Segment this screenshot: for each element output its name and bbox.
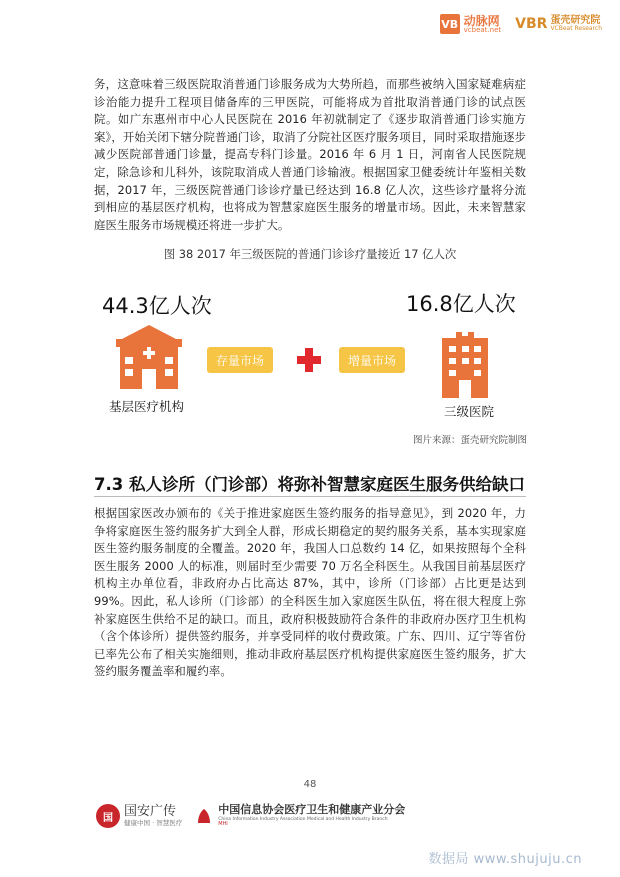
left-stat-value: 44.3亿人次: [102, 294, 212, 318]
vbr-logo-sub: VCBeat Research: [550, 25, 602, 32]
ciia-logo-abbr: MHI: [218, 821, 228, 828]
right-stat-value: 16.8亿人次: [406, 292, 516, 316]
vcbeat-logo-icon: VB: [440, 14, 460, 34]
vcbeat-logo-sub: vcbeat.net: [463, 25, 502, 34]
figure-source: 图片来源：蛋壳研究院制图: [412, 435, 527, 446]
ciia-logo: [194, 804, 405, 828]
ciia-mark-icon: [194, 806, 214, 826]
figure-caption: 图 38 2017 年三级医院的普通门诊诊疗量接近 17 亿人次: [163, 247, 457, 261]
guoan-logo-sub: 健康中国 · 智慧医疗: [124, 818, 183, 827]
section-title: 7.3 私人诊所（门诊部）将弥补智慧家庭医生服务供给缺口: [94, 475, 525, 494]
tertiary-hospital-icon: [436, 332, 494, 398]
page-number: 48: [303, 779, 317, 790]
ciia-logo-main: 中国信息协会医疗卫生和健康产业分会: [218, 803, 406, 817]
guoan-logo-main: 国安广传: [124, 803, 177, 819]
guoan-seal-icon: 国: [96, 804, 120, 828]
header-logos: [440, 14, 602, 34]
vcbeat-logo-main: 动脉网: [463, 13, 500, 28]
vbr-logo: [515, 16, 602, 32]
body-paragraph-2: 根据国家医改办颁布的《关于推进家庭医生签约服务的指导意见》，到 2020 年，力争将家庭医生签约服务扩大到全人群，形成长期稳定的契约服务关系，基本实现家庭医生签约服务制度的全覆盖。2020 年，我国人口总数约 14 亿，如果按照每个全科医生服务 2000 人的标准，则届时至少需要 70 万名全科医生。从我国目前基层医疗机构主办单位看，非政府办占比高达 87%，其中，诊所（门诊部）占比更是达到 99%。因此，私人诊所（门诊部）的全科医生加入家庭医生队伍，将在很大程度上弥补家庭医生供给不足的缺口。而且，政府积极鼓励符合条件的非政府办医疗卫生机构（含个体诊所）提供签约服务，并享受同样的收付费政策。广东、四川、辽宁等省份已率先公布了相关实施细则，推动非政府基层医疗机构提供家庭医生签约服务，扩大签约服务覆盖率和履约率。: [94, 506, 526, 679]
plus-icon: [296, 347, 322, 373]
footer-logos: [96, 804, 405, 828]
guoan-logo: [96, 804, 182, 828]
body-paragraph-1: 务，这意味着三级医院取消普通门诊服务成为大势所趋，而那些被纳入国家疑难病症诊治能力提升工程项目储备库的三甲医院，可能将成为首批取消普通门诊的试点医院。如广东惠州市中心人民医院在 2016 年初就制定了《逐步取消普通门诊实施方案》，开始关闭下辖分院普通门诊，取消了分院社区医疗服务项目，同时采取措施逐步减少医院部普通门诊量，提高专科门诊量。2016 年 6 月 1 日，河南省人民医院规定，除急诊和儿科外，该院取消成人普通门诊输液。根据国家卫健委统计年鉴相关数据，2017 年，三级医院普通门诊诊疗量已经达到 16.8 亿人次，这些诊疗量将分流到相应的基层医疗机构，也将成为智慧家庭医生服务的增量市场。因此，未来智慧家庭医生服务市场规模还将进一步扩大。: [94, 77, 526, 232]
incremental-market-tag: 增量市场: [339, 347, 405, 373]
section-divider: [94, 496, 526, 497]
stock-market-tag: 存量市场: [207, 347, 273, 373]
vcbeat-logo: [440, 14, 502, 34]
watermark: 数据局 www.shujuju.cn: [428, 852, 582, 867]
left-building-label: 基层医疗机构: [109, 399, 185, 414]
right-building-label: 三级医院: [444, 404, 495, 419]
ciia-logo-sub: China Information Industry Association Medical and Health Industry Branch: [218, 816, 388, 822]
hospital-building-icon: [116, 325, 182, 389]
vbr-logo-icon: VBR: [515, 16, 548, 32]
vbr-logo-main: 蛋壳研究院: [550, 15, 601, 26]
